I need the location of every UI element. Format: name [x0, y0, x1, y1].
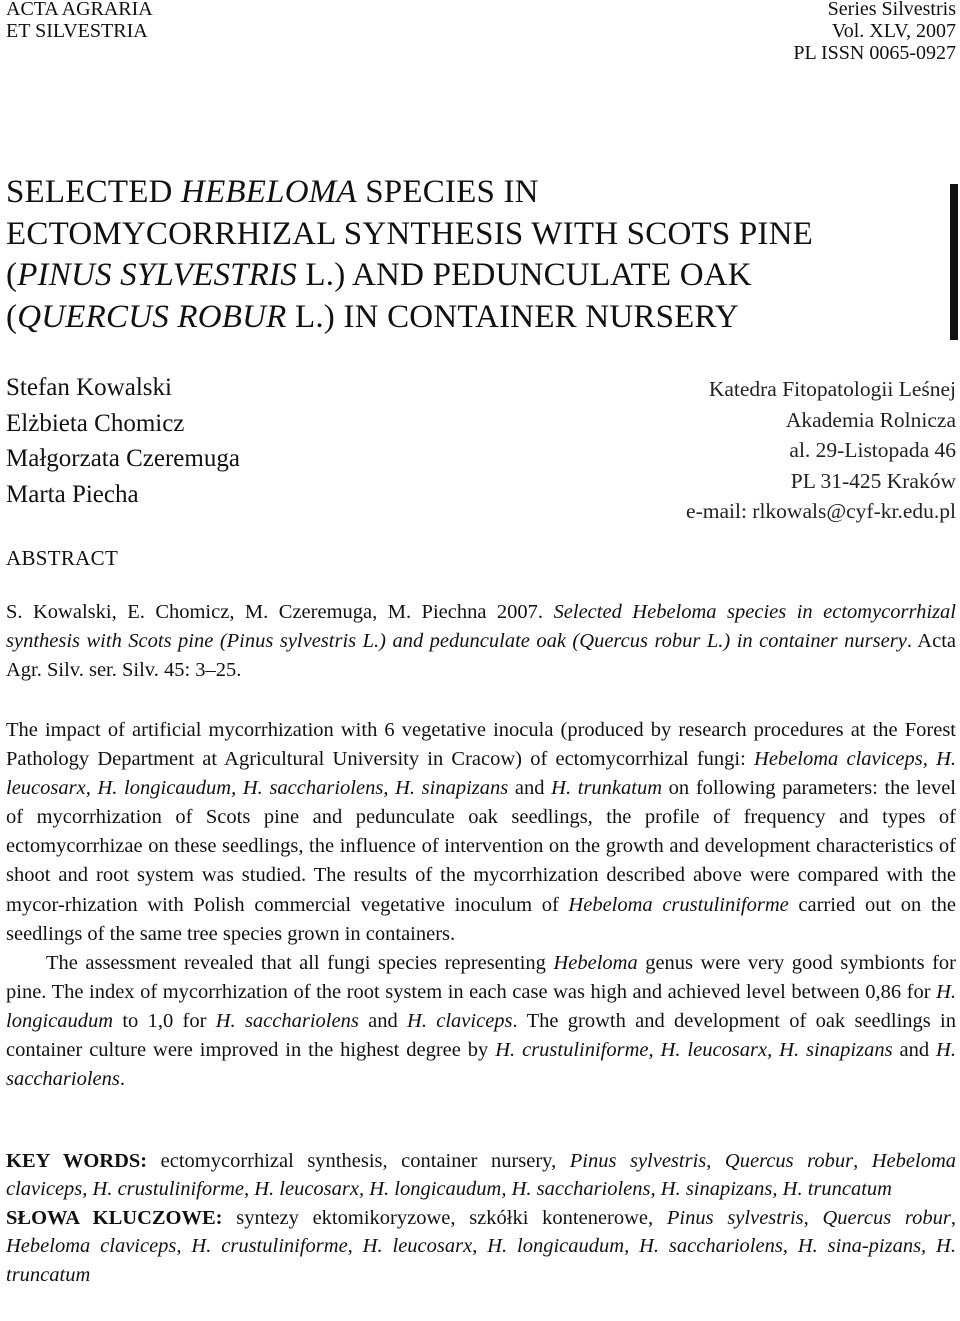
italic-term: Quercus robur	[724, 1150, 854, 1172]
text-run: . The growth and development of oak seedlings in container culture were improved in the highest degree by	[6, 1009, 956, 1062]
italic-term: Hebeloma	[553, 951, 638, 974]
title-text: L.) IN CONTAINER NURSERY	[286, 298, 739, 335]
issn: PL ISSN 0065-0927	[793, 42, 956, 64]
title-line-2: ECTOMYCORRHIZAL SYNTHESIS WITH SCOTS PINE	[6, 215, 813, 252]
keywords-english	[6, 1147, 956, 1204]
abstract-paragraph-1	[6, 716, 956, 949]
citation-title: Selected Hebeloma species in ectomycorrhizal synthesis with Scots pine (Pinus sylvestris L.) and pedunculate oak (Quercus robur L.) in container nursery	[6, 601, 956, 653]
italic-term: Quercus robur	[822, 1206, 951, 1229]
text-run: genus were very good symbionts for pine. The index of mycorrhization of the root system in each case was high and achieved level between 0,86 for	[6, 951, 956, 1003]
volume-year: Vol. XLV, 2007	[831, 20, 956, 42]
author-name: Elżbieta Chomicz	[6, 409, 185, 437]
title-text: L.) AND PEDUNCULATE OAK	[296, 257, 752, 293]
title-species: PINUS SYLVESTRIS	[17, 257, 297, 293]
paper-title	[6, 172, 946, 338]
text-run: ectomycorrhizal synthesis, container nursery,	[147, 1150, 570, 1172]
text-run: on following parameters: the level of mycorrhization of Scots pine and pedunculate oak seedlings, the profile of frequency and types of ectomycorrhizae on these seedlings, the influence of intervention on the growth and development characteristics of shoot and root system was studied. The results of the mycorrhization described above were compared with the mycor-rhization with Polish commercial vegetative inoculum of	[6, 777, 956, 916]
text-run: syntezy ektomikoryzowe, szkółki kontenerowe,	[222, 1206, 667, 1229]
abstract-body	[6, 716, 956, 1094]
title-line-4	[6, 297, 946, 339]
abstract-heading: ABSTRACT	[6, 546, 119, 570]
keywords-section	[6, 1147, 956, 1289]
author-list	[6, 370, 240, 512]
author-name: Marta Piecha	[6, 480, 139, 508]
italic-term: Hebeloma crustuliniforme	[568, 893, 789, 916]
title-side-bar	[950, 184, 958, 340]
keywords-label-polish: SŁOWA KLUCZOWE:	[6, 1206, 223, 1229]
italic-term: H. trunkatum	[551, 777, 663, 800]
text-run: The impact of artificial mycorrhization with 6 vegetative inocula (produced by research procedures at the Forest Pathology Department at Agricultural University in Cracow) of ectomycorrhizal fungi:	[6, 719, 956, 771]
series-name: Series Silvestris	[827, 0, 956, 20]
text-run: The assessment revealed that all fungi species representing	[46, 951, 554, 974]
text-run: carried out on the seedlings of the same tree species grown in containers.	[6, 893, 956, 945]
italic-term: Hebeloma claviceps, H. crustuliniforme, H. leucosarx, H. longicaudum, H. sacchariolens, H. sinapizans, H. truncatum	[6, 1150, 957, 1201]
title-text: SELECTED	[6, 174, 182, 210]
text-run: ,	[950, 1206, 956, 1229]
journal-issue-info	[793, 0, 956, 64]
citation-source: . Acta Agr. Silv. ser. Silv. 45: 3–25.	[6, 630, 956, 682]
title-text: SPECIES IN	[356, 174, 539, 210]
journal-name-line2: ET SILVESTRIA	[6, 20, 148, 42]
street-address: al. 29-Listopada 46	[789, 438, 956, 462]
italic-term: Hebeloma claviceps, H. leucosarx, H. longicaudum, H. sacchariolens, H. sinapizans	[6, 748, 956, 800]
italic-term: Pinus sylvestris	[666, 1206, 804, 1229]
journal-name	[6, 0, 153, 42]
text-run: and	[892, 1039, 937, 1062]
italic-term: H. crustuliniforme, H. leucosarx, H. sinapizans	[495, 1039, 893, 1062]
email[interactable]: e-mail: rlkowals@cyf-kr.edu.pl	[686, 499, 956, 523]
text-run: and	[358, 1009, 408, 1032]
keywords-list	[6, 1150, 956, 1200]
italic-term: H. sacchariolens	[215, 1009, 359, 1032]
postal-city: PL 31-425 Kraków	[790, 468, 956, 493]
author-name: Małgorzata Czeremuga	[6, 445, 240, 472]
title-genus: HEBELOMA	[181, 174, 357, 210]
italic-term: Hebeloma claviceps, H. crustuliniforme, H. leucosarx, H. longicaudum, H. sacchariolens, H. sina-pizans, H. truncatum	[6, 1235, 956, 1286]
text-run: ,	[853, 1150, 872, 1172]
text-run: ,	[803, 1206, 823, 1229]
italic-term: H. sacchariolens	[6, 1039, 956, 1091]
title-species: QUERCUS ROBUR	[17, 298, 287, 335]
text-run: ,	[706, 1150, 725, 1172]
italic-term: Pinus sylvestris	[569, 1150, 707, 1172]
italic-term: H. longicaudum	[6, 980, 956, 1032]
affiliation	[686, 374, 956, 527]
text-run: to 1,0 for	[113, 1009, 216, 1032]
abstract-paragraph-2	[6, 949, 956, 1094]
text-run: and	[508, 777, 552, 800]
title-text: (	[6, 298, 18, 335]
title-line-1	[6, 172, 946, 214]
author-name: Stefan Kowalski	[6, 374, 172, 401]
title-text: (	[6, 257, 18, 293]
journal-name-line1: ACTA AGRARIA	[6, 0, 153, 20]
department: Katedra Fitopatologii Leśnej	[708, 377, 956, 401]
title-line-3	[6, 255, 946, 297]
italic-term: H. claviceps	[407, 1009, 513, 1032]
text-run: .	[119, 1068, 125, 1091]
keywords-label: KEY WORDS:	[6, 1150, 148, 1172]
keywords-polish	[6, 1204, 956, 1289]
citation	[6, 598, 956, 685]
institution: Akademia Rolnicza	[785, 407, 956, 432]
citation-authors: S. Kowalski, E. Chomicz, M. Czeremuga, M. Piechna 2007.	[6, 601, 554, 623]
